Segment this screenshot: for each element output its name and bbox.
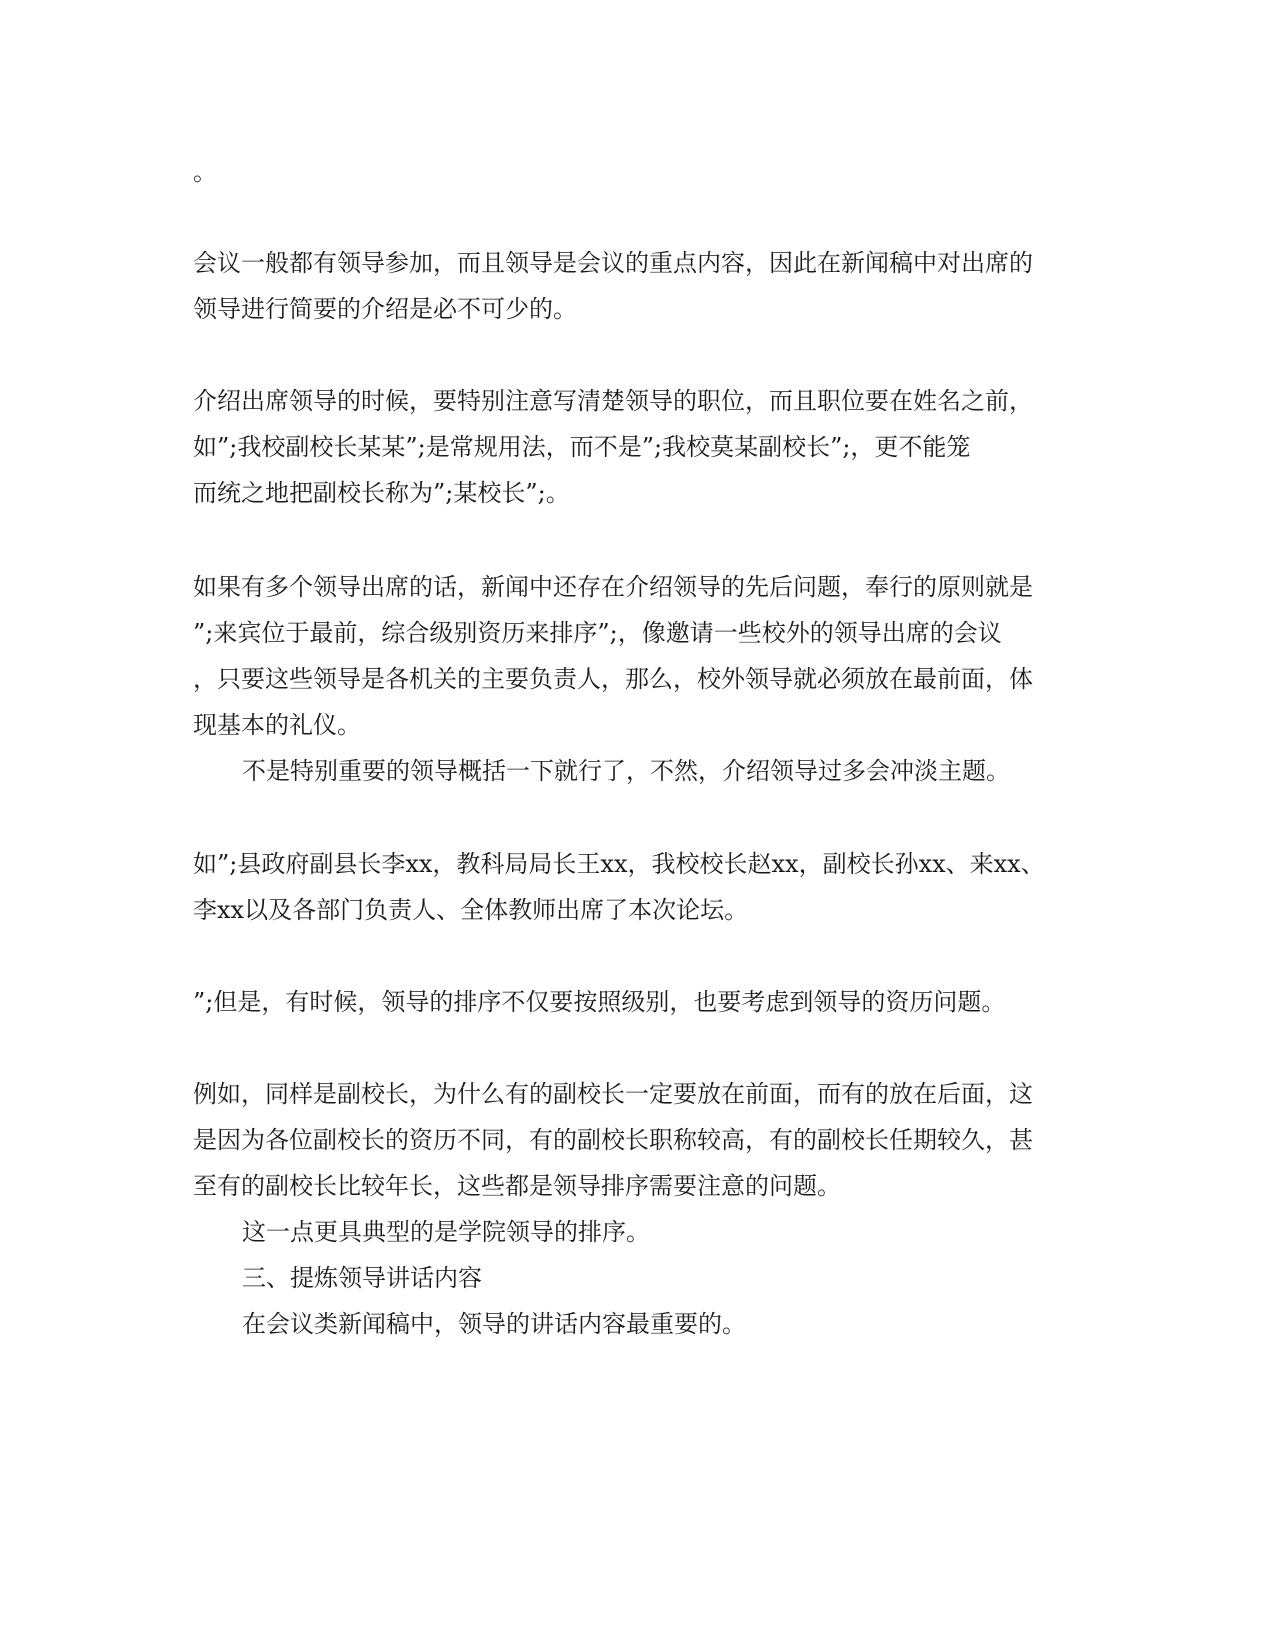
text-line: 。 [193,158,217,186]
text-line: 如果有多个领导出席的话，新闻中还存在介绍领导的先后问题，奉行的原则就是 [193,573,1033,601]
text-line: ”;但是，有时候，领导的排序不仅要按照级别，也要考虑到领导的资历问题。 [193,988,1006,1016]
text-line: ，只要这些领导是各机关的主要负责人，那么，校外领导就必须放在最前面，体 [193,665,1033,693]
section-heading: 三、提炼领导讲话内容 [242,1264,482,1292]
text-line: 领导进行简要的介绍是必不可少的。 [193,295,577,323]
text-line: 这一点更具典型的是学院领导的排序。 [242,1218,650,1246]
text-line: 是因为各位副校长的资历不同，有的副校长职称较高，有的副校长任期较久，甚 [193,1126,1033,1154]
text-line: 如”;县政府副县长李xx，教科局局长王xx，我校校长赵xx，副校长孙xx、来xx、 [193,850,1045,878]
text-line: 而统之地把副校长称为”;某校长”;。 [193,479,570,507]
text-line: 至有的副校长比较年长，这些都是领导排序需要注意的问题。 [193,1172,841,1200]
text-line: 介绍出席领导的时候，要特别注意写清楚领导的职位，而且职位要在姓名之前， [193,387,1033,415]
text-line: 在会议类新闻稿中，领导的讲话内容最重要的。 [242,1310,746,1338]
text-line: 不是特别重要的领导概括一下就行了，不然，介绍领导过多会冲淡主题。 [242,757,1010,785]
text-line: ”;来宾位于最前，综合级别资历来排序”;，像邀请一些校外的领导出席的会议 [193,619,1002,647]
text-line: 现基本的礼仪。 [193,711,361,739]
text-line: 李xx以及各部门负责人、全体教师出席了本次论坛。 [193,896,749,924]
text-line: 会议一般都有领导参加，而且领导是会议的重点内容，因此在新闻稿中对出席的 [193,249,1033,277]
text-line: 如”;我校副校长某某”;是常规用法，而不是”;我校莫某副校长”;，更不能笼 [193,433,971,461]
text-line: 例如，同样是副校长，为什么有的副校长一定要放在前面，而有的放在后面，这 [193,1080,1033,1108]
